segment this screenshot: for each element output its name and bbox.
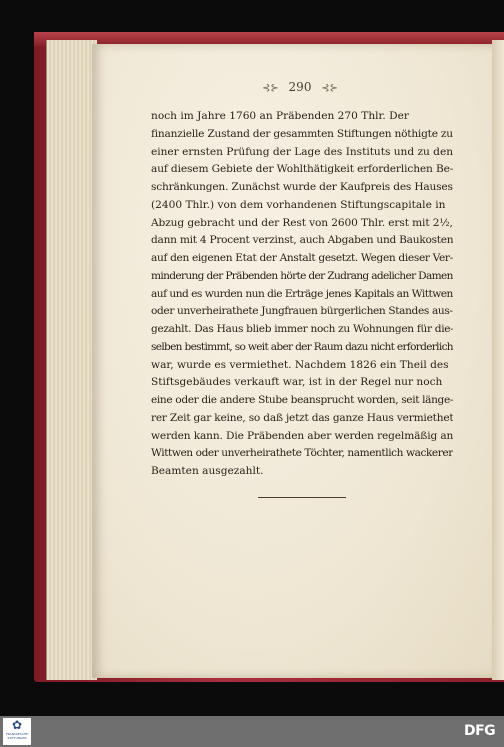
text-line: dann mit 4 Procent verzinst, auch Abgaben und Baukosten [151, 234, 453, 247]
ornament-right-icon: ⊰⊱ [321, 83, 339, 94]
text-line: eine oder die andere Stube beansprucht worden, seit länge- [151, 394, 453, 406]
text-line: selben bestimmt, so weit aber der Raum dazu nicht erforderlich [151, 340, 453, 353]
ornament-left-icon: ⊰⊱ [261, 83, 279, 94]
text-line: finanzielle Zustand der gesammten Stiftungen nöthigte zu [151, 127, 453, 140]
section-divider [258, 497, 346, 498]
text-line: werden kann. Die Präbenden aber werden regelmäßig an [151, 429, 453, 442]
page-header [150, 80, 450, 98]
text-line: oder unverheirathete Jungfrauen bürgerlichen Standes aus- [151, 305, 453, 318]
text-line: noch im Jahre 1760 an Präbenden 270 Thlr. Der [151, 110, 409, 122]
text-line: auf und es wurden nun die Erträge jenes Kapitals an Wittwen [151, 287, 453, 300]
text-line: gezahlt. Das Haus blieb immer noch zu Wohnungen für die- [151, 323, 453, 335]
text-line: Stiftsgebäudes verkauft war, ist in der Regel nur noch [151, 376, 443, 389]
logo-emblem-icon: ✿ [11, 718, 23, 732]
text-line: auf den eigenen Etat der Anstalt gesetzt. Wegen dieser Ver- [151, 252, 453, 264]
dfg-logo[interactable]: DFG [464, 723, 496, 739]
text-line: Wittwen oder unverheirathete Töchter, namentlich wackerer [151, 447, 453, 460]
body-text [151, 108, 453, 481]
page-number: 290 [288, 80, 312, 94]
text-line: (2400 Thlr.) von dem vorhandenen Stiftungscapitale in [151, 198, 446, 211]
text-line: einer ernsten Prüfung der Lage des Instituts und zu den [151, 145, 453, 158]
text-line: war, wurde es vermiethet. Nachdem 1826 ein Theil des [151, 358, 449, 371]
text-line: schränkungen. Zunächst wurde der Kaufpreis des Hauses [151, 181, 453, 193]
logo-caption: FRANCKESCHE STIFTUNGEN [5, 732, 29, 740]
text-line: Abzug gebracht und der Rest von 2600 Thlr. erst mit 2½, [151, 216, 453, 229]
page-stack-edges [46, 40, 97, 680]
text-line: minderung der Präbenden hörte der Zudrang adelicher Damen [151, 269, 453, 282]
viewer-footer-bar [0, 716, 504, 747]
text-line: Beamten ausgezahlt. [151, 465, 264, 477]
text-line: auf diesem Gebiete der Wohlthätigkeit erforderlichen Be- [151, 163, 453, 176]
francke-foundation-logo[interactable] [3, 718, 31, 745]
text-line: rer Zeit gar keine, so daß jetzt das ganze Haus vermiethet [151, 411, 453, 424]
page-right-edge [492, 40, 504, 680]
